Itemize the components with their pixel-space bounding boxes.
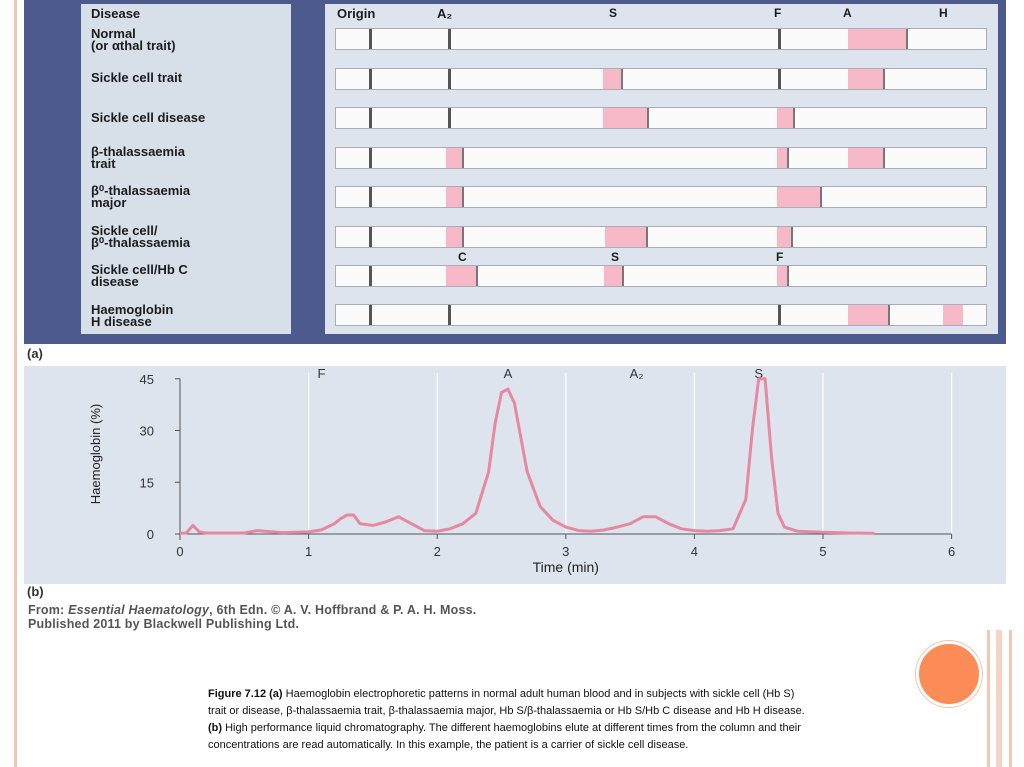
chromatogram-svg xyxy=(24,366,1006,584)
peak-label: S xyxy=(754,366,764,381)
peak-label: F xyxy=(317,366,326,381)
f-band xyxy=(777,148,789,168)
f-band xyxy=(778,69,781,89)
s-band xyxy=(603,108,649,128)
a2-band xyxy=(448,108,451,128)
panel-b-label: (b) xyxy=(27,584,44,599)
caption-part-a-text: Haemoglobin electrophoretic patterns in normal adult human blood and in subjects with sickle cell (Hb S) trait or disease, β-thalassaemia trait, β-thalassaemia major, Hb S/β-thalassaemia or Hb S/Hb C disease and Hb H disease. xyxy=(208,688,805,717)
x-tick-label: 2 xyxy=(433,544,441,559)
credit-line-2: Published 2011 by Blackwell Publishing Ltd. xyxy=(28,617,300,631)
credit-book-title: Essential Haematology xyxy=(68,603,210,617)
a-band xyxy=(848,148,885,168)
y-axis-label: Haemoglobin (%) xyxy=(88,403,103,505)
s-band xyxy=(604,266,624,286)
x-tick-label: 3 xyxy=(562,544,570,559)
decorative-orange-circle xyxy=(916,641,982,707)
y-tick-label: 15 xyxy=(139,475,154,491)
y-tick-label: 0 xyxy=(146,527,154,542)
f-band-label: F xyxy=(776,250,784,264)
right-decorative-rule xyxy=(987,630,990,767)
a2-band xyxy=(446,148,464,168)
caption-part-b-text: High performance liquid chromatography. The different haemoglobins elute at different times from the column and their concentrations are read automatically. In this example, the patient is a carrier of sickle cell disease. xyxy=(208,722,801,751)
strip-sickle-beta0 xyxy=(335,226,987,248)
f-band xyxy=(777,108,795,128)
a2-band xyxy=(446,187,464,207)
x-tick-label: 0 xyxy=(176,544,184,559)
source-credit xyxy=(28,603,888,631)
row-label-beta0-thal-major: β⁰-thalassaemia major xyxy=(91,183,191,210)
row-label-hbh: Haemoglobin H disease xyxy=(91,302,174,329)
s-band xyxy=(603,69,623,89)
s-header: S xyxy=(609,6,618,20)
a2-band xyxy=(446,227,464,247)
strip-beta0-thal-major xyxy=(335,186,987,208)
a-band xyxy=(848,29,908,49)
credit-suffix: , 6th Edn. © A. V. Hoffbrand & P. A. H. Moss. xyxy=(209,603,477,617)
figure-caption xyxy=(208,686,808,754)
caption-part-b-marker: (b) xyxy=(208,722,223,734)
strip-sickle-hbc xyxy=(335,265,987,287)
peak-label: A₂ xyxy=(629,366,644,381)
panel-a-label: (a) xyxy=(27,346,43,361)
strip-beta-thal-trait xyxy=(335,147,987,169)
f-band xyxy=(777,187,822,207)
electrophoresis-panel xyxy=(24,0,1006,344)
chromatogram-chart xyxy=(24,366,1006,584)
strip-sickle-disease xyxy=(335,107,987,129)
a-band xyxy=(848,69,885,89)
disease-label-column xyxy=(81,4,291,334)
y-tick-label: 45 xyxy=(139,371,154,387)
x-tick-label: 1 xyxy=(304,544,313,559)
row-label-beta-thal-trait: β-thalassaemia trait xyxy=(91,144,185,171)
f-band xyxy=(778,29,781,49)
a2-band xyxy=(448,69,451,89)
origin-mark xyxy=(369,69,372,89)
x-tick-label: 4 xyxy=(690,544,699,559)
credit-prefix: From: xyxy=(28,603,69,617)
f-band xyxy=(778,305,781,325)
f-header: F xyxy=(774,6,782,20)
right-decorative-rule xyxy=(1009,630,1012,767)
row-label-sickle-hbc: Sickle cell/Hb C disease xyxy=(91,262,188,289)
band-strips-area xyxy=(325,4,998,334)
right-decorative-rule xyxy=(996,630,1002,767)
s-band xyxy=(605,227,648,247)
peak-label: A xyxy=(503,366,513,381)
disease-header: Disease xyxy=(91,6,141,21)
chromatogram-line xyxy=(180,379,874,534)
c-band xyxy=(446,266,478,286)
chromatogram-panel xyxy=(24,366,1006,584)
x-tick-label: 6 xyxy=(947,544,956,559)
s-band-label: S xyxy=(611,250,620,264)
origin-mark xyxy=(369,266,372,286)
origin-mark xyxy=(369,227,372,247)
h-band xyxy=(943,305,963,325)
f-band xyxy=(777,227,793,247)
a2-band xyxy=(448,29,451,49)
figure-label: Figure 7.12 xyxy=(208,688,267,700)
row-label-sickle-disease: Sickle cell disease xyxy=(91,110,206,125)
origin-mark xyxy=(369,187,372,207)
f-band xyxy=(777,266,789,286)
c-band-label: C xyxy=(458,250,467,264)
origin-mark xyxy=(369,148,372,168)
h-header: H xyxy=(939,6,948,20)
left-decorative-rule xyxy=(14,0,17,767)
origin-header: Origin xyxy=(337,6,376,21)
origin-mark xyxy=(369,108,372,128)
row-label-sickle-beta0: Sickle cell/ β⁰-thalassaemia xyxy=(91,223,191,250)
y-tick-label: 30 xyxy=(139,423,154,439)
a2-header: A₂ xyxy=(437,6,453,21)
origin-mark xyxy=(369,305,372,325)
a2-band xyxy=(448,305,451,325)
origin-mark xyxy=(369,29,372,49)
a-band xyxy=(848,305,890,325)
strip-sickle-trait xyxy=(335,68,987,90)
row-label-normal: Normal (or αthal trait) xyxy=(91,26,176,53)
row-label-sickle-trait: Sickle cell trait xyxy=(91,70,183,85)
credit-line-1 xyxy=(28,603,888,617)
x-axis-label: Time (min) xyxy=(532,559,599,575)
caption-part-a-marker: (a) xyxy=(269,688,283,700)
x-tick-label: 5 xyxy=(819,544,827,559)
a-header: A xyxy=(843,6,852,20)
